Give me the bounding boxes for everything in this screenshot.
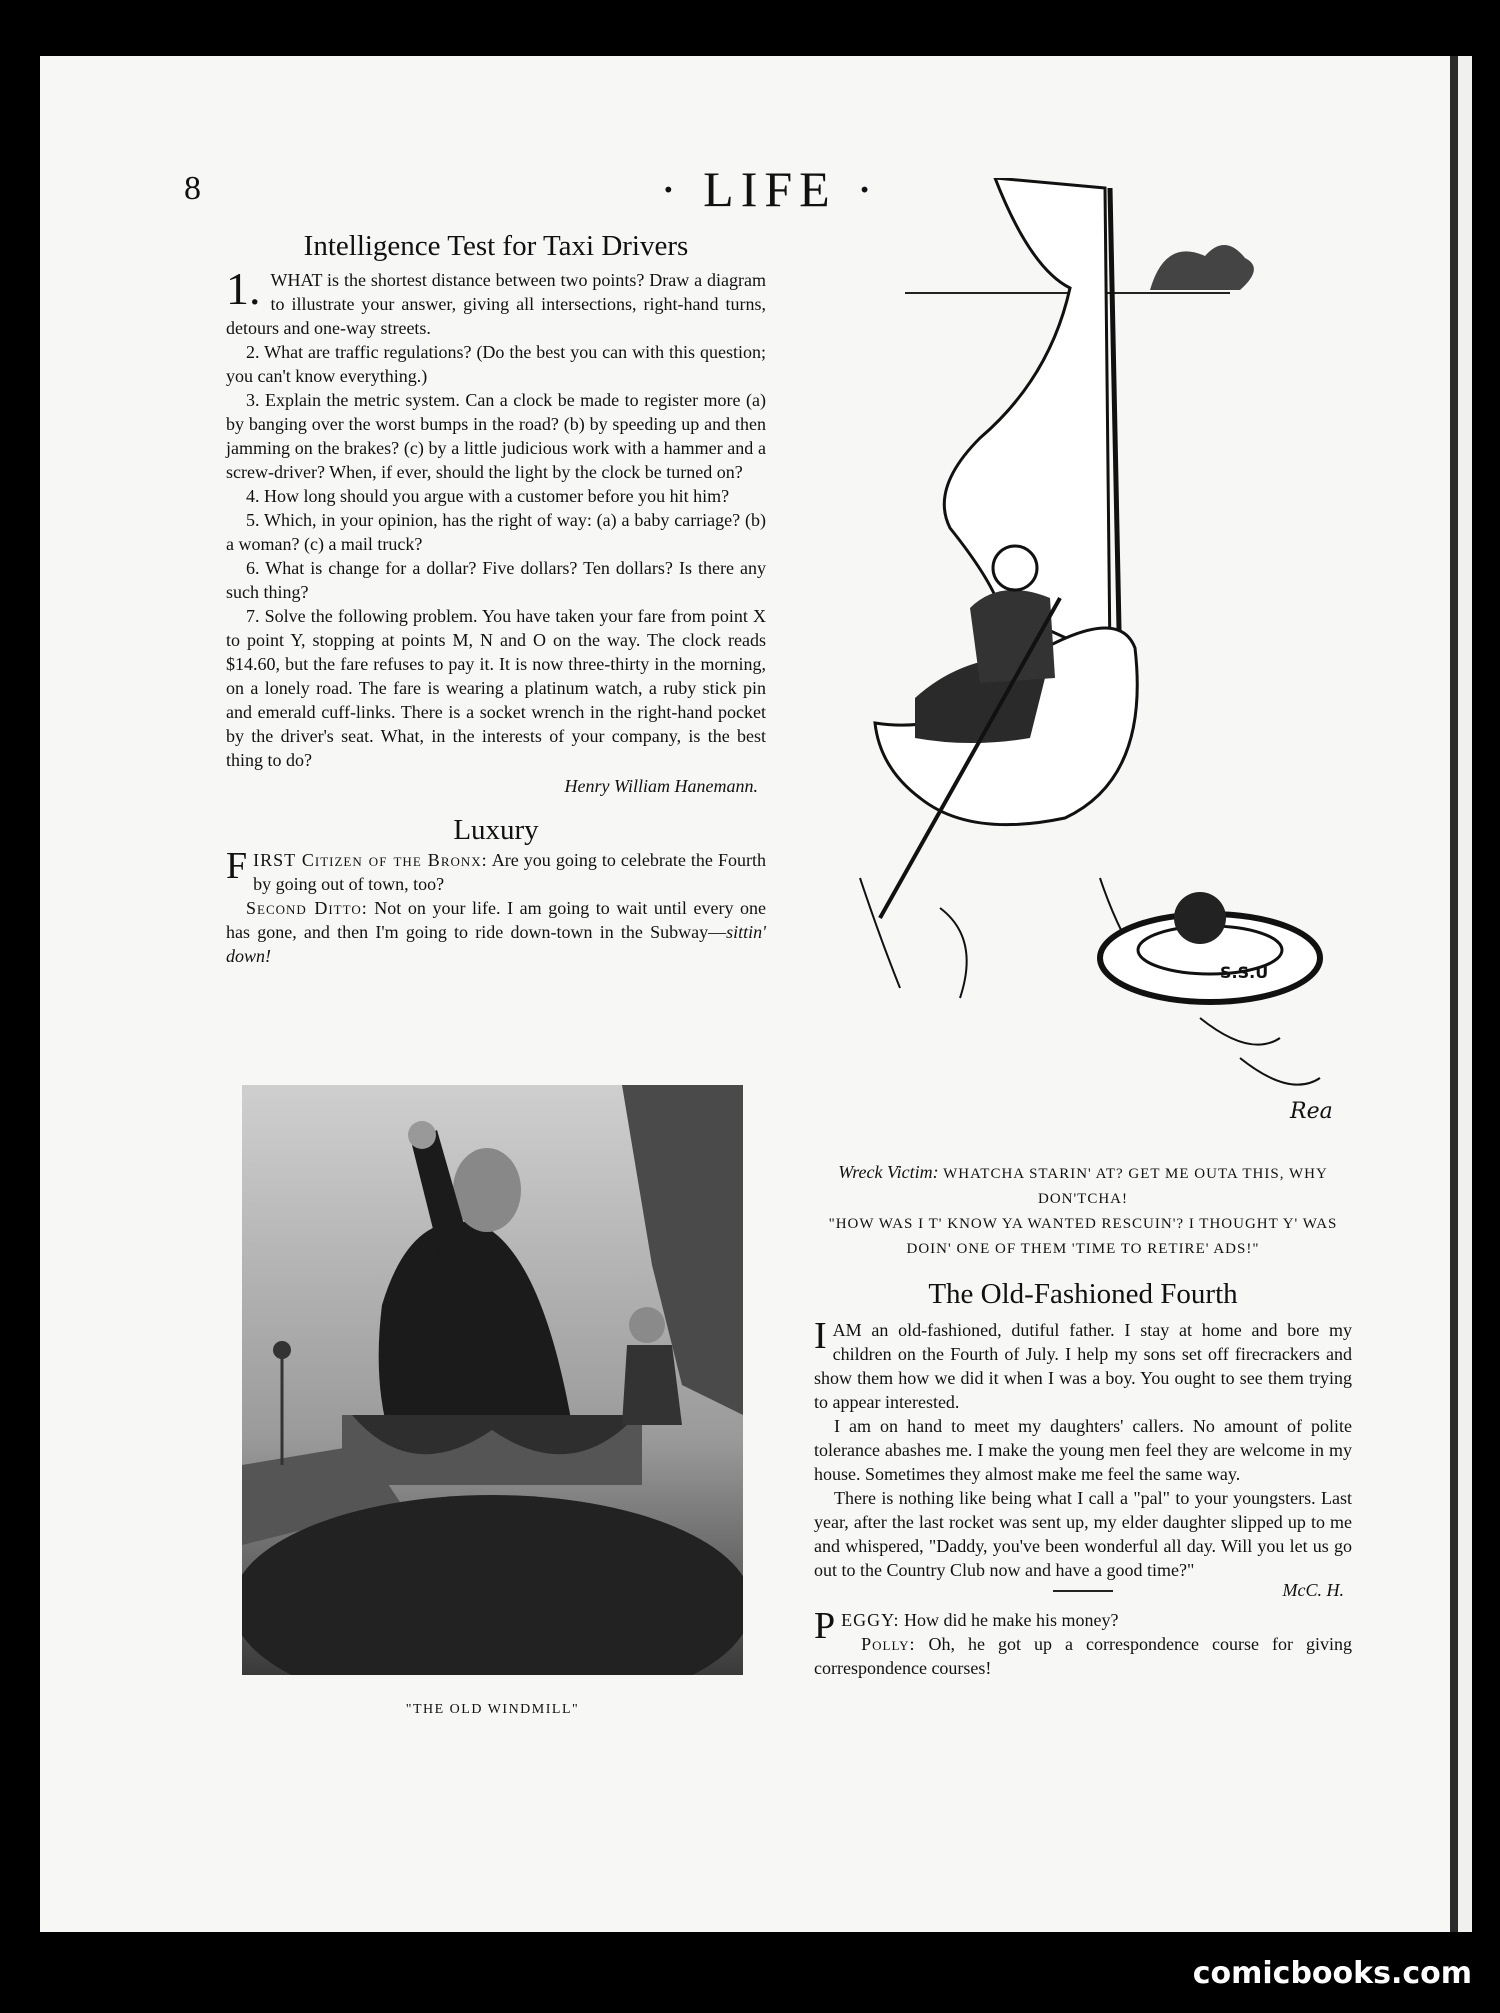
polly-speaker: Polly: xyxy=(861,1634,916,1654)
buoy-lettering: S.S.U xyxy=(1220,963,1269,982)
taxi-question-7: 7. Solve the following problem. You have taken your fare from point X to point Y, stopping at points M, N and O on the way. The clock reads $14.60, but the fare refuses to pay it. It is now three-thirty in the morning, on a lonely road. The fare is wearing a platinum watch, a ruby stick pin and emerald cuff-links. There is a socket wrench in the right-hand pocket by the driver's seat. What, in the interests of your company, is the best thing to do? xyxy=(226,606,766,770)
peggy-dialogue-2: Polly: Oh, he got up a correspondence course for giving correspondence courses! xyxy=(814,1634,1352,1678)
photo-caption: "THE OLD WINDMILL" xyxy=(405,1702,580,1717)
artist-signature: Rea xyxy=(1290,1099,1333,1124)
peggy-dropcap: P xyxy=(814,1605,836,1647)
fourth-title: The Old-Fashioned Fourth xyxy=(928,1278,1238,1310)
taxi-byline: Henry William Hanemann. xyxy=(564,776,758,796)
luxury-dropcap: F xyxy=(226,845,248,887)
page-spine xyxy=(1450,56,1458,1932)
peggy-dialogue-1: P EGGY: How did he make his money? xyxy=(814,1605,1119,1647)
taxi-question-5: 5. Which, in your opinion, has the right of way: (a) a baby carriage? (b) a woman? (c) a mail truck? xyxy=(226,510,766,554)
luxury-speaker-1: IRST Citizen of the Bronx: xyxy=(253,850,488,870)
sailboat-cartoon xyxy=(820,178,1350,1144)
site-watermark: comicbooks.com xyxy=(1192,1956,1472,1991)
taxi-title: Intelligence Test for Taxi Drivers xyxy=(303,230,689,262)
fourth-paragraph-1: I AM an old-fashioned, dutiful father. I stay at home and bore my children on the Fourth of July. I help my sons set off firecrackers and show them how we did it when I was a boy. You ought to see them trying to appear interested. xyxy=(814,1315,1352,1412)
fourth-dropcap: I xyxy=(814,1315,827,1357)
left-column xyxy=(226,228,766,968)
taxi-question-6: 6. What is change for a dollar? Five dollars? Ten dollars? Is there any such thing? xyxy=(226,558,766,602)
cartoon-speaker: Wreck Victim: xyxy=(838,1162,939,1182)
rescuer-line: "HOW WAS I T' KNOW YA WANTED RESCUIN'? I THOUGHT Y' WAS DOIN' ONE OF THEM 'TIME TO RETIRE' ADS!" xyxy=(828,1216,1338,1257)
luxury-dialogue-1: F IRST Citizen of the Bronx: Are you going to celebrate the Fourth by going out of town, too? xyxy=(226,845,766,894)
old-windmill-photo xyxy=(242,1085,743,1675)
taxi-question-2: 2. What are traffic regulations? (Do the best you can with this question; you can't know everything.) xyxy=(226,342,766,386)
peggy-speaker: EGGY: xyxy=(841,1610,900,1630)
taxi-question-1: 1. WHAT is the shortest distance between two points? Draw a diagram to illustrate your answer, giving all intersections, right-hand turns, detours and one-way streets. xyxy=(226,263,766,338)
fourth-paragraph-3: There is nothing like being what I call a "pal" to your youngsters. Last year, after the last rocket was sent up, my elder daughter slipped up to me and whispered, "Daddy, you've been wonderful all day. Will you let us go out to the Country Club now and have a good time?" xyxy=(814,1488,1352,1580)
luxury-speaker-2: Second Ditto: xyxy=(246,898,368,918)
question-number-1: 1. xyxy=(226,263,261,314)
fourth-byline: McC. H. xyxy=(1282,1580,1344,1600)
masthead: · LIFE · xyxy=(660,161,880,217)
luxury-title: Luxury xyxy=(453,814,539,846)
cartoon-caption xyxy=(808,1160,1358,1262)
taxi-question-3: 3. Explain the metric system. Can a clock be made to register more (a) by banging over the worst bumps in the road? (b) by speeding up and then jamming on the brakes? (c) by a little judicious work with a hammer and a screw-driver? When, if ever, should the light by the clock be turned on? xyxy=(226,390,766,482)
fourth-paragraph-2: I am on hand to meet my daughters' callers. No amount of polite tolerance abashes me. I make the young men feel they are welcome in my house. Sometimes they almost make me feel the same way. xyxy=(814,1416,1352,1484)
wreck-victim-line: Wreck Victim: WHATCHA STARIN' AT? GET ME OUTA THIS, WHY DON'TCHA! xyxy=(838,1162,1328,1207)
luxury-dialogue-2: Second Ditto: Not on your life. I am going to wait until every one has gone, and then I'm going to ride down-town in the Subway—sittin' down! xyxy=(226,898,767,966)
next-page-edge xyxy=(1458,56,1472,1932)
taxi-question-4: 4. How long should you argue with a customer before you hit him? xyxy=(246,486,730,506)
page-number: 8 xyxy=(184,170,201,207)
right-column xyxy=(814,1276,1352,1680)
